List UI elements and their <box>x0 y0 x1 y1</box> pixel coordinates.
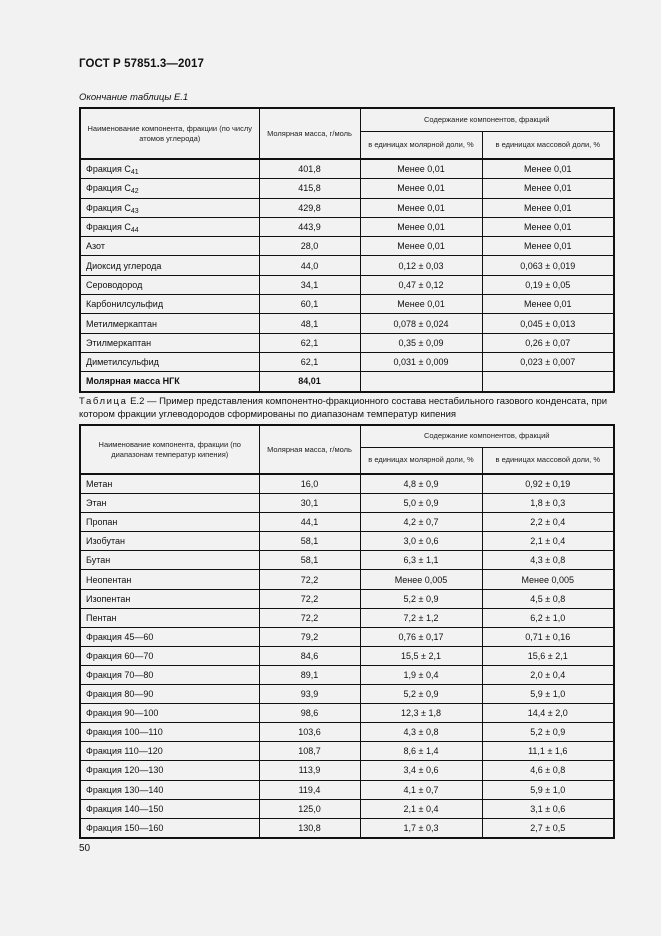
component-name-text: Сероводород <box>86 279 143 290</box>
component-name <box>80 333 259 352</box>
t2-header-molfrac: в единицах молярной доли, % <box>360 447 482 474</box>
molar-fraction: 4,3 ± 0,8 <box>360 723 482 742</box>
molar-fraction: 2,1 ± 0,4 <box>360 799 482 818</box>
molar-fraction: 0,12 ± 0,03 <box>360 256 482 275</box>
molar-mass: 30,1 <box>259 494 360 513</box>
molar-fraction: 8,6 ± 1,4 <box>360 742 482 761</box>
t2-header-name: Наименование компонента, фракции (по диапазонам температур кипения) <box>80 425 259 474</box>
molar-fraction: 7,2 ± 1,2 <box>360 608 482 627</box>
component-name: Метан <box>80 474 259 494</box>
mass-fraction: 6,2 ± 1,0 <box>482 608 614 627</box>
molar-mass: 62,1 <box>259 333 360 352</box>
mass-fraction: Менее 0,01 <box>482 217 614 236</box>
molar-fraction: Менее 0,01 <box>360 159 482 179</box>
mass-fraction: 0,71 ± 0,16 <box>482 627 614 646</box>
molar-mass: 72,2 <box>259 608 360 627</box>
mass-fraction: Менее 0,01 <box>482 295 614 314</box>
molar-mass: 28,0 <box>259 237 360 256</box>
component-name-text: Диметилсульфид <box>86 357 159 368</box>
table-row <box>80 818 614 838</box>
component-name: Этан <box>80 494 259 513</box>
carbon-number: 42 <box>130 188 139 196</box>
component-name: Фракция 90—100 <box>80 704 259 723</box>
component-name: Изопентан <box>80 589 259 608</box>
carbon-number: 41 <box>130 169 139 177</box>
table-row <box>80 275 614 294</box>
component-name: Изобутан <box>80 532 259 551</box>
table-row <box>80 704 614 723</box>
component-name <box>80 217 259 236</box>
table-row <box>80 723 614 742</box>
molar-mass: 44,1 <box>259 513 360 532</box>
table-row <box>80 742 614 761</box>
molar-fraction: 15,5 ± 2,1 <box>360 646 482 665</box>
mass-fraction: 3,1 ± 0,6 <box>482 799 614 818</box>
component-name <box>80 314 259 333</box>
component-name: Фракция 130—140 <box>80 780 259 799</box>
table-row <box>80 474 614 494</box>
table-row <box>80 761 614 780</box>
molar-mass: 48,1 <box>259 314 360 333</box>
mass-fraction: 4,6 ± 0,8 <box>482 761 614 780</box>
mass-fraction: Менее 0,01 <box>482 159 614 179</box>
mass-fraction: 2,0 ± 0,4 <box>482 665 614 684</box>
molar-mass: 401,8 <box>259 159 360 179</box>
component-name-text: Диоксид углерода <box>86 260 162 271</box>
mass-fraction: 2,7 ± 0,5 <box>482 818 614 838</box>
component-name-text: Карбонилсульфид <box>86 299 164 310</box>
mass-fraction: 0,063 ± 0,019 <box>482 256 614 275</box>
component-name: Пентан <box>80 608 259 627</box>
t1-header-molfrac: в единицах молярной доли, % <box>360 131 482 159</box>
carbon-number: 44 <box>130 227 139 235</box>
component-name: Фракция 140—150 <box>80 799 259 818</box>
molar-mass: 72,2 <box>259 589 360 608</box>
molar-mass: 429,8 <box>259 198 360 217</box>
mass-fraction: 0,19 ± 0,05 <box>482 275 614 294</box>
molar-fraction: Менее 0,01 <box>360 237 482 256</box>
table-row <box>80 217 614 236</box>
component-name <box>80 159 259 179</box>
table-row <box>80 179 614 198</box>
table-row <box>80 551 614 570</box>
table2 <box>79 424 615 839</box>
table-row <box>80 627 614 646</box>
molar-mass: 44,0 <box>259 256 360 275</box>
table1 <box>79 107 615 393</box>
t2-header-molar: Молярная масса, г/моль <box>259 425 360 474</box>
molar-fraction: Менее 0,01 <box>360 179 482 198</box>
molar-fraction: 0,078 ± 0,024 <box>360 314 482 333</box>
mass-fraction: 5,9 ± 1,0 <box>482 685 614 704</box>
mass-fraction: 5,9 ± 1,0 <box>482 780 614 799</box>
mass-fraction: 1,8 ± 0,3 <box>482 494 614 513</box>
molar-mass: 415,8 <box>259 179 360 198</box>
table-row <box>80 665 614 684</box>
mass-fraction: 0,023 ± 0,007 <box>482 352 614 371</box>
component-name-text: Фракция C <box>86 222 131 233</box>
molar-fraction: 4,2 ± 0,7 <box>360 513 482 532</box>
component-name-text: Этилмеркаптан <box>86 337 152 348</box>
molar-fraction: 0,35 ± 0,09 <box>360 333 482 352</box>
mass-fraction: 0,26 ± 0,07 <box>482 333 614 352</box>
table2-caption-label: Таблица <box>79 396 128 407</box>
table-row <box>80 646 614 665</box>
component-name <box>80 237 259 256</box>
t2-header-group: Содержание компонентов, фракций <box>360 425 614 447</box>
component-name <box>80 198 259 217</box>
molar-fraction: 0,47 ± 0,12 <box>360 275 482 294</box>
molar-mass: 125,0 <box>259 799 360 818</box>
table-row <box>80 352 614 371</box>
mass-fraction: 0,92 ± 0,19 <box>482 474 614 494</box>
table1-caption: Окончание таблицы Е.1 <box>79 92 189 103</box>
empty-cell <box>360 372 482 392</box>
mass-fraction: 2,2 ± 0,4 <box>482 513 614 532</box>
molar-fraction: Менее 0,01 <box>360 198 482 217</box>
molar-mass: 58,1 <box>259 551 360 570</box>
molar-mass: 443,9 <box>259 217 360 236</box>
molar-fraction: 1,9 ± 0,4 <box>360 665 482 684</box>
table-row <box>80 780 614 799</box>
document-header: ГОСТ Р 57851.3—2017 <box>79 58 204 70</box>
component-name: Фракция 110—120 <box>80 742 259 761</box>
total-label: Молярная масса НГК <box>80 372 259 392</box>
molar-fraction: 4,1 ± 0,7 <box>360 780 482 799</box>
t2-header-massfrac: в единицах массовой доли, % <box>482 447 614 474</box>
molar-fraction: 3,4 ± 0,6 <box>360 761 482 780</box>
table-row <box>80 685 614 704</box>
table2-caption <box>79 396 619 421</box>
molar-fraction: 5,2 ± 0,9 <box>360 685 482 704</box>
molar-mass: 58,1 <box>259 532 360 551</box>
molar-fraction: 0,76 ± 0,17 <box>360 627 482 646</box>
table-row <box>80 494 614 513</box>
component-name-text: Фракция C <box>86 202 131 213</box>
table-row <box>80 198 614 217</box>
mass-fraction: 2,1 ± 0,4 <box>482 532 614 551</box>
molar-fraction: 5,0 ± 0,9 <box>360 494 482 513</box>
mass-fraction: 0,045 ± 0,013 <box>482 314 614 333</box>
molar-fraction: 4,8 ± 0,9 <box>360 474 482 494</box>
page-number: 50 <box>79 843 91 854</box>
t1-header-molar: Молярная масса, г/моль <box>259 108 360 159</box>
molar-fraction: 3,0 ± 0,6 <box>360 532 482 551</box>
mass-fraction: 11,1 ± 1,6 <box>482 742 614 761</box>
table-row <box>80 608 614 627</box>
component-name-text: Метилмеркаптан <box>86 318 157 329</box>
table-row <box>80 237 614 256</box>
molar-fraction: 5,2 ± 0,9 <box>360 589 482 608</box>
component-name-text: Фракция C <box>86 164 131 175</box>
molar-mass: 93,9 <box>259 685 360 704</box>
component-name <box>80 295 259 314</box>
molar-mass: 98,6 <box>259 704 360 723</box>
molar-fraction: 12,3 ± 1,8 <box>360 704 482 723</box>
molar-fraction: 1,7 ± 0,3 <box>360 818 482 838</box>
molar-fraction: Менее 0,01 <box>360 217 482 236</box>
table-row <box>80 589 614 608</box>
table-row <box>80 295 614 314</box>
total-row <box>80 372 614 392</box>
molar-fraction: Менее 0,01 <box>360 295 482 314</box>
mass-fraction: Менее 0,01 <box>482 179 614 198</box>
molar-mass: 89,1 <box>259 665 360 684</box>
component-name <box>80 352 259 371</box>
table-row <box>80 159 614 179</box>
mass-fraction: Менее 0,01 <box>482 198 614 217</box>
table-row <box>80 333 614 352</box>
component-name: Фракция 60—70 <box>80 646 259 665</box>
molar-mass: 84,6 <box>259 646 360 665</box>
component-name <box>80 275 259 294</box>
molar-mass: 79,2 <box>259 627 360 646</box>
molar-mass: 60,1 <box>259 295 360 314</box>
table-row <box>80 513 614 532</box>
molar-fraction: 0,031 ± 0,009 <box>360 352 482 371</box>
mass-fraction: 15,6 ± 2,1 <box>482 646 614 665</box>
t1-header-massfrac: в единицах массовой доли, % <box>482 131 614 159</box>
table-row <box>80 256 614 275</box>
empty-cell <box>482 372 614 392</box>
molar-mass: 16,0 <box>259 474 360 494</box>
table-row <box>80 314 614 333</box>
mass-fraction: Менее 0,01 <box>482 237 614 256</box>
molar-mass: 130,8 <box>259 818 360 838</box>
component-name-text: Азот <box>86 241 105 252</box>
component-name <box>80 256 259 275</box>
molar-mass: 34,1 <box>259 275 360 294</box>
component-name: Пропан <box>80 513 259 532</box>
component-name: Фракция 45—60 <box>80 627 259 646</box>
component-name: Фракция 150—160 <box>80 818 259 838</box>
component-name: Фракция 70—80 <box>80 665 259 684</box>
mass-fraction: 4,3 ± 0,8 <box>482 551 614 570</box>
molar-fraction: Менее 0,005 <box>360 570 482 589</box>
molar-fraction: 6,3 ± 1,1 <box>360 551 482 570</box>
molar-mass: 62,1 <box>259 352 360 371</box>
t1-header-name: Наименование компонента, фракции (по числу атомов углерода) <box>80 108 259 159</box>
total-value: 84,01 <box>259 372 360 392</box>
component-name <box>80 179 259 198</box>
molar-mass: 72,2 <box>259 570 360 589</box>
table-row <box>80 570 614 589</box>
component-name: Фракция 80—90 <box>80 685 259 704</box>
component-name: Бутан <box>80 551 259 570</box>
table2-caption-text: Е.2 — Пример представления компонентно-фракционного состава нестабильного газового конденсата, при котором фракции углеводородов сформированы по диапазонам температур кипения <box>79 396 608 420</box>
t1-header-group: Содержание компонентов, фракций <box>360 108 614 131</box>
molar-mass: 108,7 <box>259 742 360 761</box>
mass-fraction: Менее 0,005 <box>482 570 614 589</box>
component-name: Неопентан <box>80 570 259 589</box>
molar-mass: 103,6 <box>259 723 360 742</box>
component-name: Фракция 120—130 <box>80 761 259 780</box>
mass-fraction: 4,5 ± 0,8 <box>482 589 614 608</box>
component-name: Фракция 100—110 <box>80 723 259 742</box>
carbon-number: 43 <box>130 207 139 215</box>
table-row <box>80 799 614 818</box>
molar-mass: 119,4 <box>259 780 360 799</box>
table-row <box>80 532 614 551</box>
component-name-text: Фракция C <box>86 183 131 194</box>
molar-mass: 113,9 <box>259 761 360 780</box>
mass-fraction: 5,2 ± 0,9 <box>482 723 614 742</box>
mass-fraction: 14,4 ± 2,0 <box>482 704 614 723</box>
